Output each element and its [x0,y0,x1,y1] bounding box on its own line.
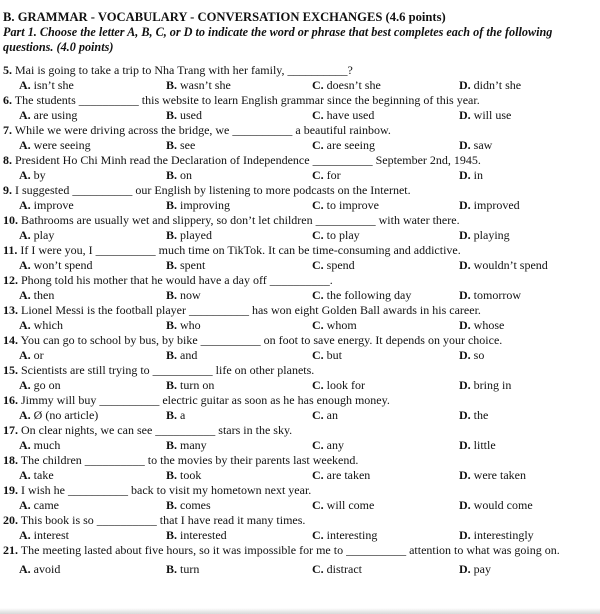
option-letter: C. [312,378,324,392]
option-text: interest [33,528,69,542]
option-text: to play [326,228,360,242]
question-number: 8. [3,153,12,167]
option-letter: D. [459,258,471,272]
option-letter: B. [166,108,178,122]
option-letter: B. [166,138,178,152]
answer-options [3,408,597,423]
option-text: tomorrow [473,288,521,302]
question-stem [3,93,597,108]
answer-option-d[interactable] [459,138,492,153]
section-title: B. GRAMMAR - VOCABULARY - CONVERSATION EXCHANGES (4.6 points) [3,10,446,24]
option-letter: D. [459,198,471,212]
question-item [3,153,597,183]
question-number: 21. [3,543,18,557]
question-number: 12. [3,273,18,287]
option-letter: D. [459,468,471,482]
question-text: I wish he __________ back to visit my hometown next year. [21,483,312,497]
answer-options [3,318,597,333]
option-text: are using [33,108,78,122]
question-item [3,423,597,453]
question-stem [3,393,597,408]
option-letter: D. [459,138,471,152]
option-letter: A. [19,258,31,272]
option-text: turn on [180,378,215,392]
answer-option-b[interactable] [166,78,231,93]
question-number: 6. [3,93,12,107]
answer-option-c[interactable] [312,468,370,483]
answer-option-a[interactable] [19,438,60,453]
question-item [3,93,597,123]
option-letter: A. [19,168,31,182]
answer-options [3,562,597,577]
answer-options [3,198,597,213]
answer-options [3,78,597,93]
answer-option-a[interactable] [19,198,74,213]
answer-option-c[interactable] [312,258,355,273]
option-letter: A. [19,348,31,362]
question-number: 14. [3,333,18,347]
question-stem [3,273,597,288]
option-letter: D. [459,318,471,332]
option-text: but [326,348,343,362]
question-text: Jimmy will buy __________ electric guitar as soon as he has enough money. [21,393,390,407]
question-stem [3,63,597,78]
answer-option-d[interactable] [459,498,533,513]
option-text: turn [180,562,200,576]
question-stem [3,363,597,378]
option-text: which [33,318,63,332]
answer-options [3,528,597,543]
question-item [3,543,597,577]
answer-option-b[interactable] [166,438,207,453]
option-letter: B. [166,288,178,302]
option-letter: B. [166,378,178,392]
option-letter: C. [312,528,324,542]
option-letter: C. [312,138,324,152]
option-text: spend [326,258,355,272]
option-letter: C. [312,258,324,272]
answer-option-a[interactable] [19,78,74,93]
question-item [3,183,597,213]
option-text: improve [33,198,74,212]
answer-option-a[interactable] [19,168,46,183]
option-letter: D. [459,438,471,452]
question-item [3,513,597,543]
option-letter: B. [166,78,178,92]
question-text: I suggested __________ our English by listening to more podcasts on the Internet. [15,183,411,197]
question-item [3,273,597,303]
option-letter: A. [19,378,31,392]
question-stem [3,303,597,318]
answer-option-d[interactable] [459,288,521,303]
option-text: were seeing [33,138,91,152]
option-letter: A. [19,408,31,422]
option-letter: C. [312,78,324,92]
answer-options [3,378,597,393]
answer-option-d[interactable] [459,378,511,393]
option-letter: D. [459,348,471,362]
question-stem [3,513,597,528]
option-text: comes [180,498,211,512]
question-stem [3,483,597,498]
option-letter: C. [312,168,324,182]
option-text: in [473,168,484,182]
answer-option-c[interactable] [312,288,411,303]
option-text: avoid [33,562,61,576]
option-letter: A. [19,78,31,92]
answer-option-b[interactable] [166,258,205,273]
option-text: whom [326,318,357,332]
option-letter: B. [166,408,178,422]
option-letter: A. [19,228,31,242]
answer-option-c[interactable] [312,78,381,93]
option-letter: B. [166,198,178,212]
option-letter: C. [312,108,324,122]
option-text: interesting [326,528,378,542]
option-text: won’t spend [33,258,93,272]
option-letter: C. [312,468,324,482]
option-letter: A. [19,438,31,452]
answer-option-a[interactable] [19,562,60,577]
answer-options [3,168,597,183]
answer-option-c[interactable] [312,562,362,577]
question-text: Scientists are still trying to __________ life on other planets. [21,363,315,377]
question-stem [3,183,597,198]
option-letter: B. [166,168,178,182]
option-letter: A. [19,288,31,302]
option-text: by [33,168,46,182]
option-letter: A. [19,498,31,512]
answer-option-d[interactable] [459,228,510,243]
option-letter: D. [459,288,471,302]
question-number: 19. [3,483,18,497]
answer-options [3,468,597,483]
answer-option-b[interactable] [166,528,227,543]
question-text: Mai is going to take a trip to Nha Trang with her family, __________? [15,63,353,77]
option-letter: C. [312,288,324,302]
question-item [3,483,597,513]
option-text: would come [473,498,533,512]
answer-option-b[interactable] [166,318,201,333]
part-instructions: Part 1. Choose the letter A, B, C, or D to indicate the word or phrase that best completes each of the following questions. (4.0 points) [3,25,553,54]
option-text: to improve [326,198,379,212]
answer-options [3,288,597,303]
answer-options [3,258,597,273]
question-stem [3,243,597,258]
option-text: the [473,408,489,422]
option-text: much [33,438,61,452]
option-text: improving [180,198,231,212]
option-text: so [473,348,485,362]
answer-option-a[interactable] [19,468,54,483]
option-letter: A. [19,318,31,332]
option-text: interestingly [473,528,534,542]
answer-option-d[interactable] [459,348,484,363]
option-letter: D. [459,528,471,542]
answer-option-b[interactable] [166,198,230,213]
option-text: play [33,228,55,242]
answer-option-a[interactable] [19,288,54,303]
option-text: interested [180,528,227,542]
option-letter: C. [312,562,324,576]
option-letter: B. [166,318,178,332]
question-item [3,303,597,333]
answer-option-d[interactable] [459,108,511,123]
option-text: or [33,348,44,362]
option-text: distract [326,562,362,576]
answer-option-a[interactable] [19,258,92,273]
option-text: see [180,138,196,152]
option-text: wasn’t she [180,78,231,92]
option-letter: C. [312,228,324,242]
answer-option-b[interactable] [166,562,199,577]
question-number: 13. [3,303,18,317]
answer-option-a[interactable] [19,108,77,123]
answer-option-c[interactable] [312,228,360,243]
answer-option-c[interactable] [312,138,375,153]
question-item [3,453,597,483]
option-letter: C. [312,408,324,422]
option-letter: D. [459,108,471,122]
option-text: didn’t she [473,78,522,92]
question-stem [3,543,597,558]
option-letter: B. [166,468,178,482]
question-number: 17. [3,423,18,437]
option-letter: A. [19,562,31,576]
question-item [3,333,597,363]
option-letter: A. [19,198,31,212]
answer-option-c[interactable] [312,498,374,513]
answer-option-d[interactable] [459,562,491,577]
question-text: Bathrooms are usually wet and slippery, so don’t let children __________ with water there. [21,213,460,227]
answer-options [3,348,597,363]
option-text: used [180,108,203,122]
option-letter: A. [19,528,31,542]
option-text: a [180,408,186,422]
option-text: spent [180,258,206,272]
option-letter: D. [459,378,471,392]
answer-option-c[interactable] [312,438,344,453]
question-text: You can go to school by bus, by bike __________ on foot to save energy. It depends on your choice. [20,333,503,347]
question-text: If I were you, I __________ much time on TikTok. It can be time-consuming and addictive. [20,243,461,257]
answer-option-b[interactable] [166,498,211,513]
option-letter: D. [459,228,471,242]
option-text: have used [326,108,375,122]
option-letter: C. [312,348,324,362]
question-stem [3,333,597,348]
answer-option-b[interactable] [166,108,202,123]
option-text: doesn’t she [326,78,381,92]
answer-option-c[interactable] [312,348,342,363]
question-text: Lionel Messi is the football player __________ has won eight Golden Ball awards in his career. [21,303,481,317]
answer-option-d[interactable] [459,168,483,183]
answer-option-b[interactable] [166,408,185,423]
option-text: then [33,288,55,302]
question-number: 15. [3,363,18,377]
option-text: improved [473,198,520,212]
question-item [3,213,597,243]
option-text: whose [473,318,505,332]
option-text: will use [473,108,512,122]
answer-option-d[interactable] [459,198,520,213]
answer-option-d[interactable] [459,258,548,273]
option-letter: D. [459,168,471,182]
question-number: 7. [3,123,12,137]
option-letter: D. [459,498,471,512]
answer-option-b[interactable] [166,468,201,483]
answer-option-b[interactable] [166,228,212,243]
answer-option-d[interactable] [459,438,496,453]
option-text: any [326,438,344,452]
option-text: many [180,438,207,452]
option-letter: B. [166,528,178,542]
option-text: who [180,318,201,332]
option-text: pay [473,562,491,576]
answer-options [3,138,597,153]
question-item [3,123,597,153]
answer-option-a[interactable] [19,318,63,333]
option-text: came [33,498,59,512]
answer-option-b[interactable] [166,288,201,303]
answer-option-c[interactable] [312,528,377,543]
question-text: Phong told his mother that he would have a day off __________. [21,273,333,287]
option-text: look for [326,378,365,392]
page-bottom-edge [0,608,600,614]
answer-option-a[interactable] [19,348,44,363]
question-number: 11. [3,243,18,257]
answer-option-b[interactable] [166,348,197,363]
answer-option-b[interactable] [166,138,195,153]
question-stem [3,453,597,468]
question-stem [3,423,597,438]
question-text: The students __________ this website to learn English grammar since the beginning of this year. [14,93,480,107]
answer-option-a[interactable] [19,228,54,243]
answer-option-a[interactable] [19,498,59,513]
option-text: saw [473,138,493,152]
option-letter: A. [19,468,31,482]
question-text: President Ho Chi Minh read the Declaration of Independence __________ September 2nd, 1945. [15,153,481,167]
answer-option-a[interactable] [19,378,61,393]
answer-options [3,498,597,513]
option-text: bring in [473,378,512,392]
option-text: Ø (no article) [33,408,99,422]
option-text: now [180,288,201,302]
answer-options [3,438,597,453]
option-letter: B. [166,348,178,362]
question-item [3,63,597,93]
option-letter: C. [312,318,324,332]
question-text: On clear nights, we can see __________ stars in the sky. [21,423,293,437]
answer-option-d[interactable] [459,528,534,543]
question-stem [3,153,597,168]
question-item [3,363,597,393]
question-text: The children __________ to the movies by their parents last weekend. [20,453,359,467]
question-item [3,393,597,423]
option-letter: B. [166,228,178,242]
answer-option-d[interactable] [459,468,526,483]
answer-option-d[interactable] [459,318,504,333]
question-text: This book is so __________ that I have read it many times. [20,513,306,527]
answer-options [3,228,597,243]
option-text: played [180,228,213,242]
answer-option-d[interactable] [459,78,521,93]
answer-option-c[interactable] [312,198,379,213]
option-text: the following day [326,288,412,302]
question-number: 5. [3,63,12,77]
answer-option-d[interactable] [459,408,488,423]
option-letter: D. [459,562,471,576]
question-stem [3,123,597,138]
question-number: 16. [3,393,18,407]
question-item [3,243,597,273]
question-text: While we were driving across the bridge, we __________ a beautiful rainbow. [14,123,391,137]
option-text: are taken [326,468,371,482]
option-letter: D. [459,78,471,92]
option-text: will come [326,498,375,512]
option-text: wouldn’t spend [473,258,548,272]
answer-option-c[interactable] [312,318,357,333]
option-letter: C. [312,438,324,452]
option-text: little [473,438,496,452]
answer-option-b[interactable] [166,168,192,183]
option-text: are seeing [326,138,375,152]
option-text: playing [473,228,510,242]
question-text: The meeting lasted about five hours, so it was impossible for me to __________ attention to what was going on. [20,543,560,557]
answer-option-c[interactable] [312,408,338,423]
question-number: 10. [3,213,18,227]
option-text: on [180,168,193,182]
answer-option-b[interactable] [166,378,214,393]
option-text: go on [33,378,61,392]
option-letter: C. [312,498,324,512]
option-letter: C. [312,198,324,212]
option-letter: D. [459,408,471,422]
option-letter: B. [166,438,178,452]
question-number: 9. [3,183,12,197]
option-text: and [180,348,198,362]
option-letter: B. [166,498,178,512]
answer-option-c[interactable] [312,108,374,123]
answer-options [3,108,597,123]
option-text: took [180,468,202,482]
answer-option-c[interactable] [312,378,365,393]
answer-option-a[interactable] [19,408,98,423]
answer-option-c[interactable] [312,168,341,183]
question-stem [3,213,597,228]
option-text: an [326,408,338,422]
option-text: were taken [473,468,526,482]
option-letter: B. [166,258,178,272]
option-text: take [33,468,54,482]
question-number: 20. [3,513,18,527]
option-text: for [326,168,341,182]
answer-option-a[interactable] [19,528,69,543]
question-number: 18. [3,453,18,467]
option-letter: A. [19,108,31,122]
option-letter: B. [166,562,178,576]
answer-option-a[interactable] [19,138,91,153]
option-text: isn’t she [33,78,74,92]
option-letter: A. [19,138,31,152]
